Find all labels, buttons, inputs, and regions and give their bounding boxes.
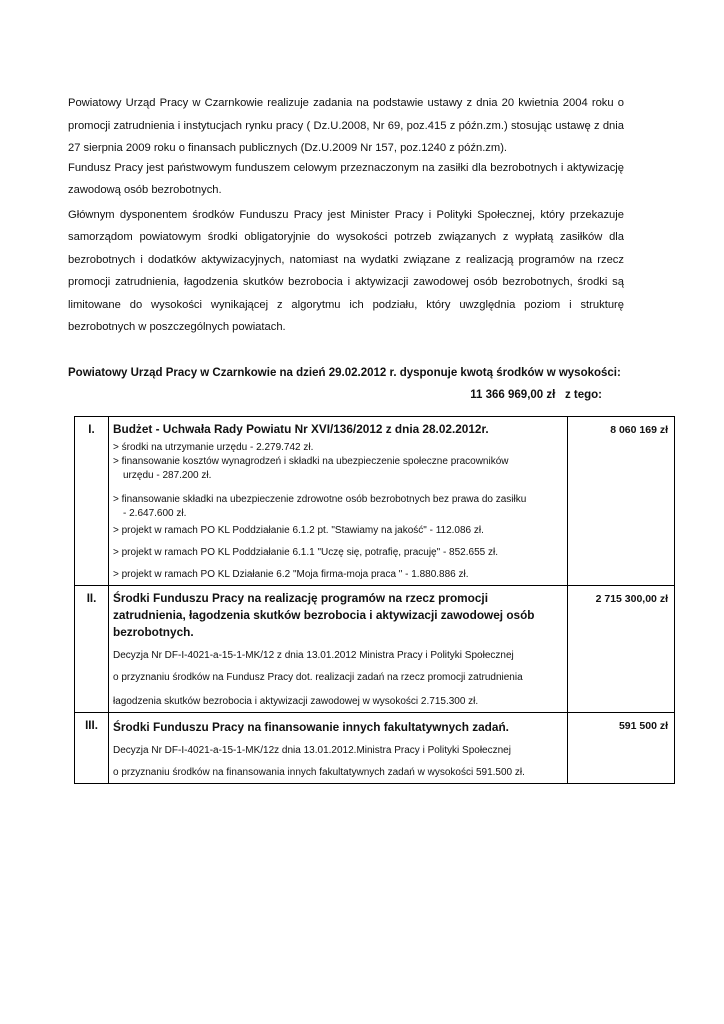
- funds-summary: [68, 362, 624, 406]
- row-number: I.: [75, 417, 109, 586]
- table-row: [75, 713, 675, 784]
- intro-section: [68, 92, 624, 339]
- row-line: Decyzja Nr DF-I-4021-a-15-1-MK/12 z dnia 13.01.2012 Ministra Pracy i Polityki Społecznej: [113, 650, 514, 661]
- funds-table: [74, 416, 675, 784]
- row-line: o przyznaniu środków na Fundusz Pracy dot. realizacji zadań na rzecz promocji zatrudnienia: [113, 672, 523, 683]
- row-line: łagodzenia skutków bezrobocia i aktywizacji zawodowej w wysokości 2.715.300 zł.: [113, 696, 479, 707]
- row-line: Decyzja Nr DF-I-4021-a-15-1-MK/12z dnia 13.01.2012.Ministra Pracy i Polityki Społecznej: [113, 745, 511, 756]
- row-line: > projekt w ramach PO KL Poddziałanie 6.1.2 pt. "Stawiamy na jakość" - 112.086 zł.: [113, 525, 484, 536]
- row-line: > finansowanie kosztów wynagrodzeń i składki na ubezpieczenie społeczne pracowników: [113, 456, 509, 467]
- row-amount: 2 715 300,00 zł: [568, 586, 675, 713]
- row-description: [109, 586, 568, 713]
- summary-total-amount: 11 366 969,00 zł: [470, 389, 556, 401]
- row-line: - 2.647.600 zł.: [123, 508, 187, 519]
- row-number: III.: [75, 713, 109, 784]
- intro-paragraph-dispatcher: Głównym dysponentem środków Funduszu Pracy jest Minister Pracy i Polityki Społecznej, który przekazuje samorządom powiatowym środki obligatoryjnie do wysokości potrzeb związanych z wypłatą zasiłków dla bezrobotnych i dodatków aktywizacyjnych, natomiast na wydatki związane z realizacją programów na rzecz promocji zatrudnienia, łagodzenia skutków bezrobocia i aktywizacji zawodowej osób bezrobotnych, środki są limitowane do wysokości wynikającej z algorytmu ich podziału, który uwzględnia poziom i strukturę bezrobotnych w poszczególnych powiatach.: [68, 208, 624, 333]
- row-line: o przyznaniu środków na finansowania innych fakultatywnych zadań w wysokości 591.500 zł.: [113, 767, 525, 778]
- summary-heading: Powiatowy Urząd Pracy w Czarnkowie na dzień 29.02.2012 r. dysponuje kwotą środków w wysokości:: [68, 367, 621, 379]
- row-amount: 591 500 zł: [568, 713, 675, 784]
- row-amount: 8 060 169 zł: [568, 417, 675, 586]
- intro-paragraph-legal-basis: Powiatowy Urząd Pracy w Czarnkowie realizuje zadania na podstawie ustawy z dnia 20 kwietnia 2004 roku o promocji zatrudnienia i instytucjach rynku pracy ( Dz.U.2008, Nr 69, poz.415 z późn.zm.) stosując ustawę z dnia 27 sierpnia 2009 roku o finansach publicznych (Dz.U.2009 Nr 157, poz.1240 z późn.zm).: [68, 97, 624, 154]
- table-row: [75, 417, 675, 586]
- row-line: > projekt w ramach PO KL Poddziałanie 6.1.1 "Uczę się, potrafię, pracuję" - 852.655 zł.: [113, 547, 498, 558]
- table-row: [75, 586, 675, 713]
- row-heading: Środki Funduszu Pracy na finansowanie innych fakultatywnych zadań.: [113, 720, 509, 734]
- intro-paragraph-labour-fund: Fundusz Pracy jest państwowym funduszem celowym przeznaczonym na zasiłki dla bezrobotnych i aktywizację zawodową osób bezrobotnych.: [68, 161, 624, 196]
- row-heading: Środki Funduszu Pracy na realizację programów na rzecz promocji zatrudnienia, łagodzenia skutków bezrobocia i aktywizacji zawodowej osób bezrobotnych.: [113, 591, 535, 639]
- row-description: [109, 713, 568, 784]
- row-line: > środki na utrzymanie urzędu - 2.279.742 zł.: [113, 442, 314, 453]
- row-number: II.: [75, 586, 109, 713]
- row-line: urzędu - 287.200 zł.: [123, 470, 212, 481]
- row-line: > projekt w ramach PO KL Działanie 6.2 "Moja firma-moja praca " - 1.880.886 zł.: [113, 569, 469, 580]
- row-line: > finansowanie składki na ubezpieczenie zdrowotne osób bezrobotnych bez prawa do zasiłku: [113, 494, 527, 505]
- row-description: [109, 417, 568, 586]
- row-heading: Budżet - Uchwała Rady Powiatu Nr XVI/136/2012 z dnia 28.02.2012r.: [113, 422, 489, 436]
- summary-total-line: [68, 384, 624, 406]
- summary-suffix: z tego:: [564, 389, 602, 401]
